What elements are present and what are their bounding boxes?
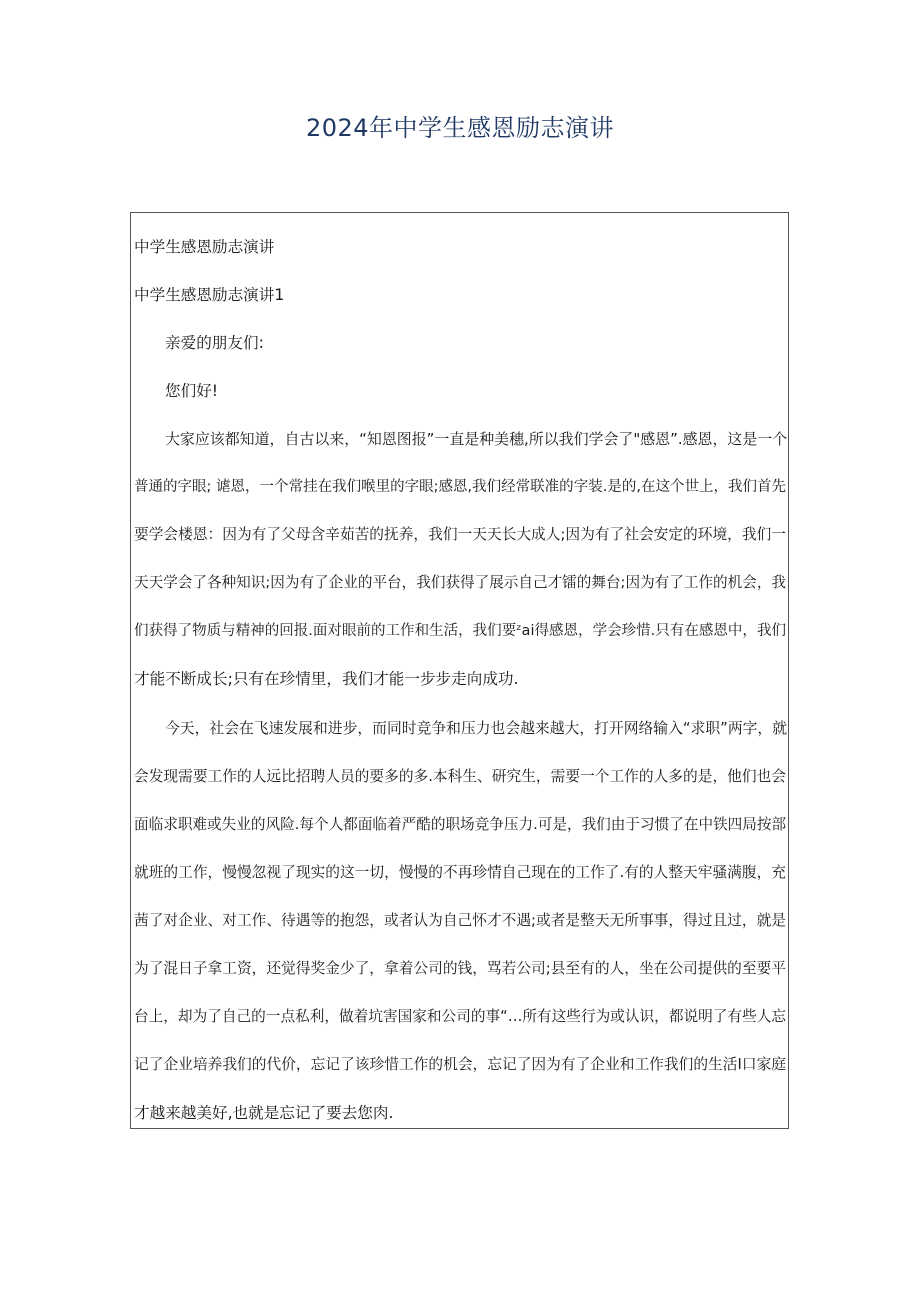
- paragraph-2-line: 今天，社会在飞速发展和进步，而同时竞争和压力也会越来越大，打开网络输入“求职”两字，就: [165, 720, 788, 737]
- paragraph-2-line: 才越来越美好,也就是忘记了要去您肉.: [134, 1104, 394, 1122]
- section-heading: 中学生感恩励志演讲: [134, 238, 275, 256]
- paragraph-1-line: 们获得了物质与精神的回报.面对眼前的工作和生活，我们要ᶻai得感恩，学会珍惜.只有在感恩中，我们: [134, 623, 786, 639]
- paragraph-1-line: 普通的字眼; 谑恩，一个常挂在我们喉里的字眼;感恩,我们经常联准的字装.是的,在这个世上，我们首先: [134, 479, 786, 495]
- paragraph-1-line: 天天学会了各种知识;因为有了企业的平台，我们获得了展示自己才镭的舞台;因为有了工作的机会，我: [134, 574, 786, 591]
- paragraph-2-line: 会发现需要工作的人远比招聘人员的要多的多.本科生、研究生，需要一个工作的人多的是，他们也会: [134, 768, 786, 785]
- paragraph-1-line: 要学会楼恩：因为有了父母含辛茹苦的抚养，我们一天天长大成人;因为有了社会安定的环境，我们一: [134, 526, 786, 543]
- document-title: 2024年中学生感恩励志演讲: [305, 114, 615, 142]
- paragraph-1-line: 才能不断成长;只有在珍情里，我们才能一步步走向成功.: [134, 670, 519, 688]
- section-subheading: 中学生感恩励志演讲1: [134, 286, 285, 304]
- paragraph-2-line: 为了混日子拿工资，还觉得奖金少了，拿着公司的钱，骂若公司;县至有的人，坐在公司提供的至要平: [134, 960, 786, 977]
- greeting: 您们好!: [165, 382, 219, 400]
- content-frame: [130, 212, 789, 1129]
- paragraph-2-line: 台上，却为了自己的一点私利，做着坑害国家和公司的事“…所有这些行为或认识，都说明了有些人忘: [134, 1008, 786, 1025]
- paragraph-2-line: 就班的工作，慢慢忽视了现实的这一切，慢慢的不再珍情自己现在的工作了.有的人整天牢骚满腹，充: [134, 864, 786, 881]
- paragraph-1-line: 大家应该都知道，自古以来，“知恩图报”一直是种美穗,所以我们学会了"感恩”.感恩，这是一个: [165, 430, 788, 448]
- paragraph-2-line: 茜了对企业、对工作、待遇等的抱怨，或者认为自己怀才不遇;或者是整天无所事事，得过且过，就是: [134, 912, 786, 929]
- salutation: 亲爱的朋友们:: [165, 334, 264, 352]
- paragraph-2-line: 面临求职难或失业的风险.每个人都面临着严酷的职场竞争压力.可是，我们由于习惯了在中铁四局按部: [134, 816, 787, 833]
- paragraph-2-line: 记了企业培养我们的代价，忘记了该珍惜工作的机会，忘记了因为有了企业和工作我们的生活I口家庭: [134, 1056, 786, 1073]
